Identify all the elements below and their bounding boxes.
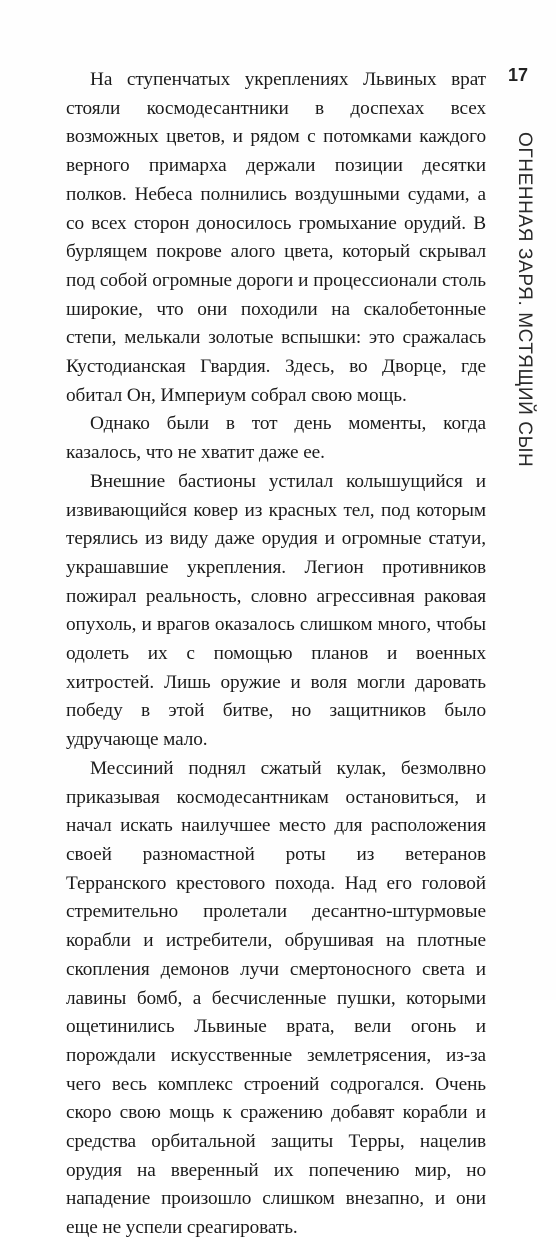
body-text: [66, 66, 486, 1243]
paragraph-2: Однако были в тот день моменты, когда казалось, что не хватит даже ее.: [66, 413, 486, 464]
running-head: ОГНЕННАЯ ЗАРЯ. МСТЯЩИЙ СЫН: [514, 132, 535, 468]
paragraph-3: Внешние бастионы устилал колышущийся и извивающийся ковер из красных тел, под которым терялись из виду даже орудия и огромные статуи, украшавшие укрепления. Легион противников пожирал реальность, словно агрессивная раковая опухоль, и врагов оказалось слишком много, чтобы одолеть их с помощью планов и военных хитростей. Лишь оружие и воля могли даровать победу в этой битве, но защитников было удручающе мало.: [66, 470, 486, 751]
paragraph-4: Мессиний поднял сжатый кулак, безмолвно приказывая космодесантникам остановиться, и начал искать наилучшее место для расположения своей разномастной роты из ветеранов Терранского крестового похода. Над его головой стремительно пролетали десантно-штурмовые корабли и истребители, обрушивая на плотные скопления демонов лучи смертоносного света и лавины бомб, а бесчисленные пушки, которыми ощетинились Львиные врата, вели огонь и порождали искусственные землетрясения, из-за чего весь комплекс строений содрогался. Очень скоро свою мощь к сражению добавят корабли и средства орбитальной защиты Терры, нацелив орудия на вверенный их попечению мир, но нападение произошло слишком внезапно, и они еще не успели среагировать.: [66, 757, 486, 1239]
paragraph-1: На ступенчатых укреплениях Львиных врат стояли космодесантники в доспехах всех возможных цветов, и рядом с потомками каждого верного примарха держали позиции десятки полков. Небеса полнились воздушными судами, а со всех сторон доносилось громыхание орудий. В бурлящем покрове алого цвета, который скрывал под собой огромные дороги и процессионали столь широкие, что они походили на скалобетонные степи, мелькали золотые вспышки: это сражалась Кустодианская Гвардия. Здесь, во Дворце, где обитал Он, Империум собрал свою мощь.: [66, 69, 486, 406]
page-number: 17: [508, 65, 529, 85]
